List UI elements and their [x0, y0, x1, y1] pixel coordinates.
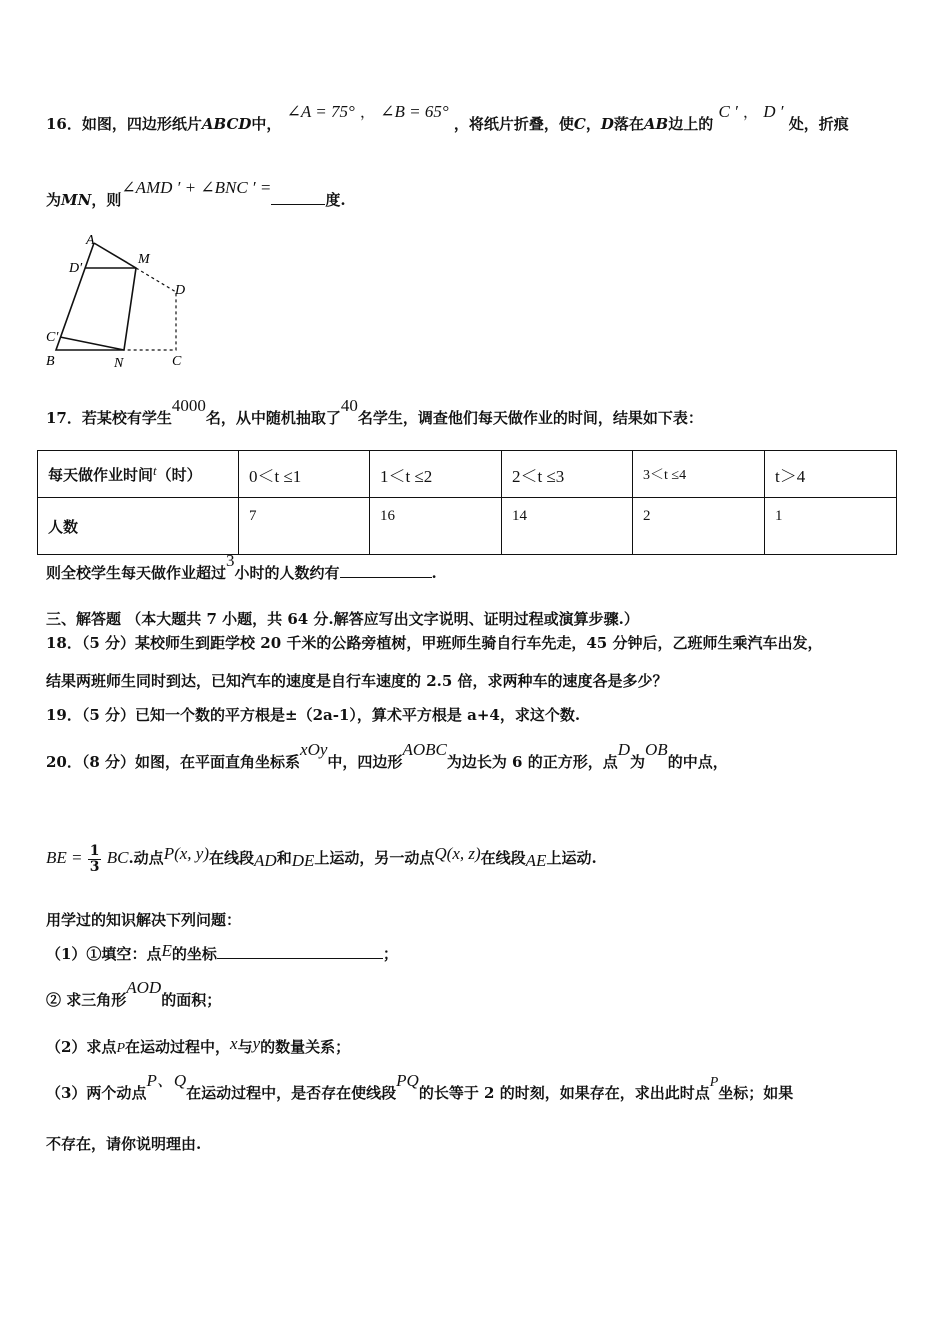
q17-line2: 则全校学生每天做作业超过3小时的人数约有 . [46, 551, 437, 582]
table-cell: 2＜t ≤3 [502, 451, 633, 498]
hours-threshold: 3 [226, 551, 235, 570]
answer-blank [217, 944, 383, 959]
q19-text: 19．（5 分）已知一个数的平方根是±（2a-1），算术平方根是 a+4，求这个数. [46, 706, 581, 724]
table-cell: 0＜t ≤1 [239, 451, 370, 498]
fig-label-d1: D′ [69, 261, 83, 276]
d-prime: D ′ [763, 102, 784, 121]
fig-label-c1: C′ [46, 330, 59, 345]
abcd-label: ABCD [201, 115, 252, 133]
angle-sum-expr: ∠AMD ′ + ∠BNC ′ = [121, 178, 272, 197]
fig-label-a: A [86, 233, 95, 248]
table-cell: 1＜t ≤2 [370, 451, 502, 498]
q20-intro: 用学过的知识解决下列问题： [46, 911, 242, 929]
fig-label-b: B [46, 354, 55, 369]
fraction-one-third: $\frac{1}{3}$ [89, 842, 100, 875]
table-cell: 14 [502, 498, 633, 555]
table-row [38, 451, 897, 498]
q20-part2: （2）求点P在运动过程中，x与y的数量关系； [46, 1034, 351, 1056]
q20-part1: （1）①填空：点E的坐标 ； [46, 941, 398, 963]
table-row [38, 498, 897, 555]
section-heading: 三、解答题 （本大题共 7 小题，共 64 分.解答应写出文字说明、证明过程或演算步骤.） [46, 610, 639, 628]
q18-line2: 结果两班师生同时到达，已知汽车的速度是自行车速度的 2.5 倍，求两种车的速度各是多少？ [46, 672, 668, 690]
table-row-label: 人数 [38, 498, 239, 555]
homework-time-table [37, 450, 897, 555]
table-cell: 1 [765, 498, 897, 555]
answer-blank [271, 190, 325, 205]
quadrilateral-figure [40, 232, 200, 372]
fig-label-n: N [114, 356, 124, 371]
angle-b: ∠B = 65° [380, 102, 449, 121]
q16-line2: 为MN，则∠AMD ′ + ∠BNC ′ =度. [46, 178, 346, 209]
q18-line1: 18．（5 分）某校师生到距学校 20 千米的公路旁植树，甲班师生骑自行车先走，45 分钟后，乙班师生乘汽车出发， [46, 634, 823, 652]
answer-blank [340, 563, 432, 578]
fig-label-c: C [172, 354, 182, 369]
q20-line2: BE = $\frac{1}{3}$ BC.动点P(x, y)在线段AD和DE上运动，另一动点Q(x, z)在线段AE上运动. [46, 842, 597, 875]
figure-fold-c [60, 337, 124, 350]
table-cell: 16 [370, 498, 502, 555]
c-prime: C ′ [718, 102, 738, 121]
q20-part3: （3）两个动点P、Q在运动过程中，是否存在使线段PQ的长等于 2 的时刻，如果存在，求出此时点P坐标；如果 [46, 1071, 794, 1102]
fig-label-d: D [175, 283, 186, 298]
q20-part1b: ② 求三角形AOD的面积； [46, 978, 222, 1009]
table-cell: 7 [239, 498, 370, 555]
q20-line1: 20．（8 分）如图，在平面直角坐标系xOy中，四边形AOBC为边长为 6 的正方形，点D为OB的中点， [46, 740, 728, 771]
angle-a: ∠A = 75° [286, 102, 355, 121]
table-cell: 3＜t ≤4 [633, 451, 765, 498]
fig-label-m: M [138, 252, 150, 267]
sample-size: 40 [340, 396, 358, 415]
figure-solid-edges [56, 243, 136, 350]
q16-line1: 16．如图，四边形纸片ABCD中， ∠A = 75° ， ∠B = 65° ，将纸片折叠，使C，D落在AB边上的 C ′ ， D ′ 处，折痕 [46, 102, 849, 133]
student-total: 4000 [171, 396, 206, 415]
table-cell: 2 [633, 498, 765, 555]
q17-line1: 17．若某校有学生4000名，从中随机抽取了40名学生，调查他们每天做作业的时间，结果如下表： [46, 396, 703, 427]
q20-part3-cont: 不存在，请你说明理由. [46, 1135, 202, 1153]
figure-dashed-edges [124, 268, 176, 350]
table-header-label: 每天做作业时间t（时） [38, 451, 239, 498]
table-cell: t＞4 [765, 451, 897, 498]
